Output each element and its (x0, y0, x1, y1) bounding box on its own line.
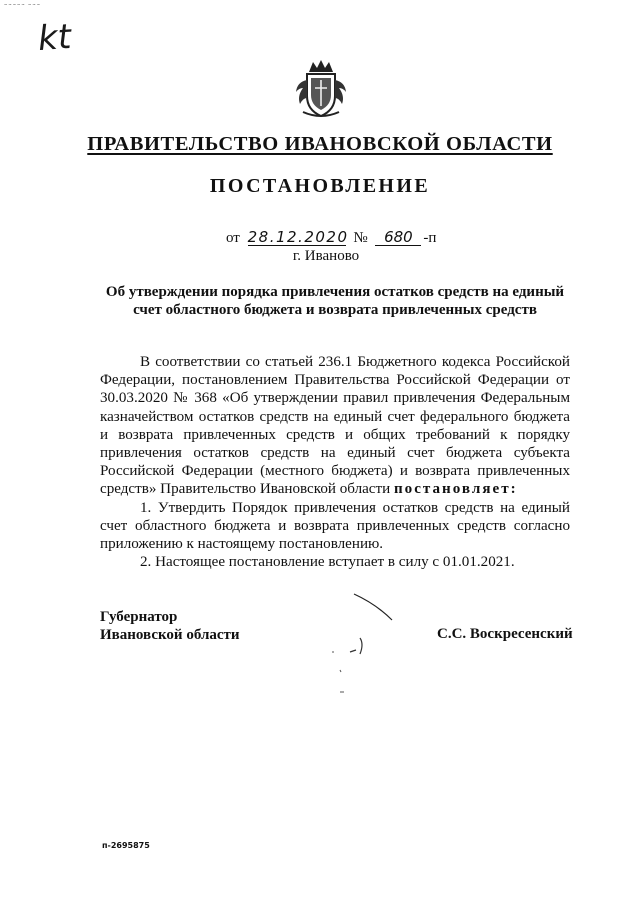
coat-of-arms-icon (293, 58, 349, 120)
document-code: п-2695875 (102, 841, 150, 850)
city: г. Иваново (292, 248, 360, 264)
date-number-line (226, 230, 436, 247)
decree-subject: Об утверждении порядка привлечения остатков средств на единый счет областного бюджета и возврата привлеченных средств (105, 284, 565, 318)
preamble-paragraph: В соответствии со статьей 236.1 Бюджетного кодекса Российской Федерации, постановлением Правительства Российской Федерации от 30.03.2020 № 368 «Об утверждении правил привлечения Федеральным казначейством остатков средств на единый счет федерального бюджета и возврата привлеченных средств и общих требований к порядку привлечения остатков средств на единый счет бюджета субъекта Российской Федерации (местного бюджета) и возврата привлеченных средств» Правительство Ивановской области постановляет: (100, 354, 570, 498)
government-title: ПРАВИТЕЛЬСТВО ИВАНОВСКОЙ ОБЛАСТИ (87, 133, 553, 155)
signatory-name: С.С. Воскресенский (437, 626, 573, 642)
date-prefix: от (226, 230, 240, 246)
signatory-title-line2: Ивановской области (100, 627, 240, 643)
decree-body (100, 353, 570, 571)
corner-scan-mark: ~~~~~ ~~~ (4, 2, 42, 7)
signatory-title-line1: Губернатор (100, 609, 178, 625)
signature-icon (320, 590, 410, 700)
number-suffix: -п (423, 230, 437, 246)
decree-word: постановляет: (393, 481, 518, 498)
item-1: 1. Утвердить Порядок привлечения остатков средств на единый счет областного бюджета и возврата привлеченных средств согласно приложению к настоящему постановлению. (100, 499, 570, 553)
handwritten-date: 28.12.2020 (247, 228, 349, 246)
handwritten-number: 680 (375, 230, 421, 246)
signatory-title (100, 608, 240, 644)
item-2: 2. Настоящее постановление вступает в силу с 01.01.2021. (140, 554, 515, 571)
number-sign: № (353, 230, 368, 246)
handwritten-mark: kt (36, 16, 73, 60)
document-type-title: ПОСТАНОВЛЕНИЕ (209, 175, 431, 197)
